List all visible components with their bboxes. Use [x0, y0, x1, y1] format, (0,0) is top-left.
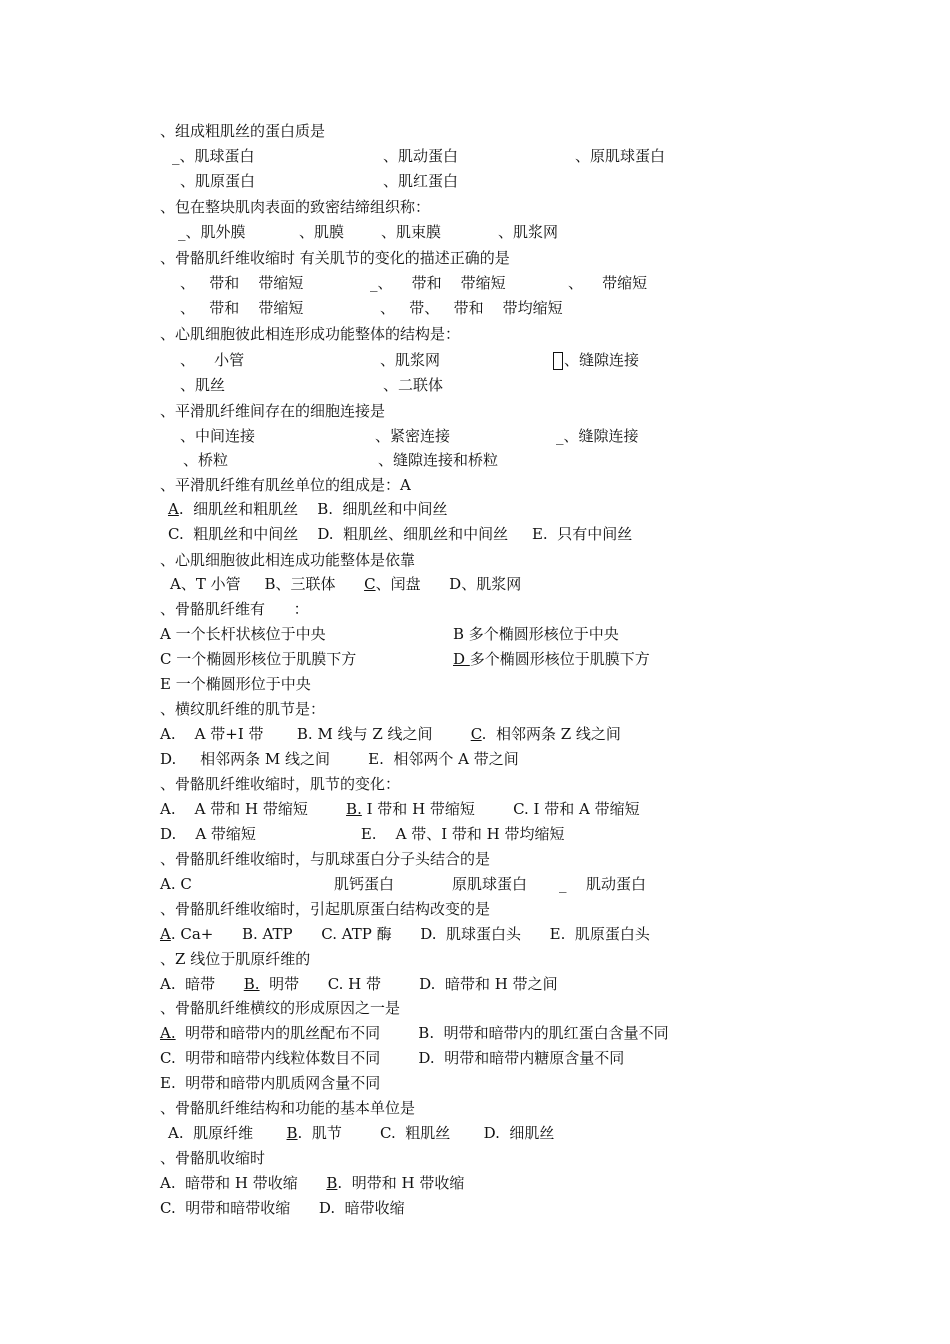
text-segment: A. A 带和 H 带缩短	[160, 800, 347, 818]
text-segment: 、肌浆网	[380, 351, 441, 369]
text-segment: _	[559, 875, 567, 893]
text-line	[381, 223, 441, 241]
text-line	[568, 274, 647, 292]
text-line	[380, 299, 563, 317]
text-segment: 、 带、 带和 带均缩短	[380, 299, 563, 317]
text-line	[556, 427, 639, 445]
text-segment: 、平滑肌纤维间存在的细胞连接是	[160, 402, 386, 420]
text-line	[383, 376, 443, 394]
answer-marker: C	[470, 725, 482, 743]
answer-box-mark	[553, 352, 563, 370]
text-segment: A、T 小管 B、三联体	[170, 575, 365, 593]
text-line	[160, 325, 460, 343]
text-line	[160, 1174, 464, 1192]
text-line	[160, 675, 311, 693]
text-line	[168, 1124, 554, 1142]
text-segment: 肌动蛋白	[586, 875, 647, 893]
text-line	[370, 274, 506, 292]
text-segment: 、原肌球蛋白	[575, 147, 666, 165]
text-segment: 、包在整块肌肉表面的致密结缔组织称：	[160, 198, 431, 216]
text-segment: B 多个椭圆形核位于中央	[453, 625, 619, 643]
text-segment: C. 明带和暗带内线粒体数目不同 D. 明带和暗带内糖原含量不同	[160, 1049, 625, 1067]
answer-marker: A	[168, 500, 179, 518]
text-segment: 、桥粒	[183, 451, 229, 469]
answer-marker: D	[453, 650, 470, 668]
text-segment: 、肌动蛋白	[383, 147, 459, 165]
text-line	[160, 850, 490, 868]
text-line	[160, 775, 400, 793]
text-line	[334, 875, 394, 893]
text-line	[160, 750, 519, 768]
text-segment: . 相邻两条 Z 线之间	[481, 725, 621, 743]
text-segment: 、中间连接	[180, 427, 256, 445]
text-line	[160, 625, 326, 643]
text-line	[160, 1199, 405, 1217]
text-line	[383, 172, 458, 190]
text-segment: A. 肌原纤维	[168, 1124, 287, 1142]
text-segment: 、肌束膜	[381, 223, 442, 241]
text-segment: 、 带缩短	[568, 274, 648, 292]
answer-marker: C	[364, 575, 376, 593]
text-segment: 、肌球蛋白	[179, 147, 255, 165]
text-line	[575, 147, 665, 165]
text-segment: A. 暗带和 H 带收缩	[160, 1174, 327, 1192]
text-segment: A. 暗带	[160, 975, 244, 993]
text-segment: _	[370, 274, 378, 292]
text-line	[160, 700, 325, 718]
text-segment: A. A 带+I 带 B. M 线与 Z 线之间	[160, 725, 471, 743]
text-segment: E 一个椭圆形位于中央	[160, 675, 311, 693]
text-segment: . 细肌丝和粗肌丝 B. 细肌丝和中间丝	[178, 500, 448, 518]
text-segment: 多个椭圆形核位于肌膜下方	[469, 650, 650, 668]
text-line	[170, 575, 521, 593]
text-line	[180, 427, 255, 445]
text-line	[452, 875, 527, 893]
text-segment: 、骨骼肌纤维有 ：	[160, 600, 309, 618]
text-segment: 、Z 线位于肌原纤维的	[160, 950, 311, 968]
text-segment: 、肌膜	[299, 223, 345, 241]
text-line	[160, 249, 510, 267]
answer-marker: B	[326, 1174, 338, 1192]
text-segment: 、骨骼肌纤维收缩时，引起肌原蛋白结构改变的是	[160, 900, 491, 918]
answer-marker: A.	[160, 1024, 176, 1042]
text-line	[172, 147, 255, 165]
text-segment: 、骨骼肌纤维收缩时，肌节的变化：	[160, 775, 401, 793]
text-segment: 、横纹肌纤维的肌节是：	[160, 700, 326, 718]
text-segment: C. 粗肌丝和中间丝 D. 粗肌丝、细肌丝和中间丝 E. 只有中间丝	[168, 525, 633, 543]
text-line	[160, 950, 310, 968]
answer-marker: B.	[346, 800, 362, 818]
text-segment: _	[172, 147, 180, 165]
text-segment: 、肌外膜	[185, 223, 246, 241]
text-segment: 、 小管	[180, 351, 245, 369]
text-segment: 、肌原蛋白	[180, 172, 256, 190]
text-segment: A 一个长杆状核位于中央	[160, 625, 326, 643]
text-segment: 、 带和 带缩短	[377, 274, 506, 292]
text-segment: E. 明带和暗带内肌质网含量不同	[160, 1074, 381, 1092]
text-segment: 、肌丝	[180, 376, 226, 394]
text-segment: 、二联体	[383, 376, 444, 394]
answer-marker: B	[286, 1124, 298, 1142]
text-line	[178, 223, 246, 241]
text-segment: 、骨骼肌纤维横纹的形成原因之一是	[160, 999, 401, 1017]
text-line	[453, 650, 650, 668]
text-segment: 、肌红蛋白	[383, 172, 459, 190]
text-segment: 、闰盘 D、肌浆网	[375, 575, 522, 593]
text-segment: D. 相邻两条 M 线之间 E. 相邻两个 A 带之间	[160, 750, 519, 768]
text-line	[160, 650, 356, 668]
text-segment: 明带和暗带内的肌丝配布不同 B. 明带和暗带内的肌红蛋白含量不同	[175, 1024, 669, 1042]
text-segment: I 带和 H 带缩短 C. I 带和 A 带缩短	[361, 800, 640, 818]
text-line	[160, 198, 430, 216]
text-segment: C 一个椭圆形核位于肌膜下方	[160, 650, 357, 668]
text-segment: 、 带和 带缩短	[180, 299, 304, 317]
text-segment: 、缝隙连接和桥粒	[378, 451, 499, 469]
text-line	[160, 402, 385, 420]
text-line	[160, 999, 400, 1017]
text-segment: A. C	[160, 875, 192, 893]
text-segment: 、紧密连接	[375, 427, 451, 445]
text-line	[160, 476, 411, 494]
text-line	[168, 500, 448, 518]
text-segment: _	[178, 223, 186, 241]
text-line	[160, 122, 325, 140]
text-line	[378, 451, 498, 469]
text-line	[160, 875, 192, 893]
answer-marker: A	[160, 925, 171, 943]
text-segment: . 明带和 H 带收缩	[337, 1174, 465, 1192]
text-segment: 、心肌细胞彼此相连成功能整体是依靠	[160, 551, 416, 569]
text-line	[160, 551, 415, 569]
text-segment: 、组成粗肌丝的蛋白质是	[160, 122, 326, 140]
text-segment: _	[556, 427, 564, 445]
text-segment: D. A 带缩短 E. A 带、I 带和 H 带均缩短	[160, 825, 565, 843]
text-segment: 、骨骼肌收缩时	[160, 1149, 266, 1167]
text-segment: 原肌球蛋白	[452, 875, 528, 893]
text-line	[180, 299, 303, 317]
text-segment: 肌钙蛋白	[334, 875, 395, 893]
text-segment: 、骨骼肌纤维收缩时，与肌球蛋白分子头结合的是	[160, 850, 491, 868]
text-line	[160, 1049, 624, 1067]
text-segment: 、 带和 带缩短	[180, 274, 304, 292]
text-line	[180, 351, 244, 369]
text-line	[553, 351, 639, 370]
text-line	[160, 1074, 380, 1092]
text-line	[586, 875, 646, 893]
text-line	[453, 625, 619, 643]
answer-marker: B.	[243, 975, 260, 993]
text-segment: 、平滑肌纤维有肌丝单位的组成是：A	[160, 476, 411, 494]
text-line	[383, 147, 458, 165]
text-line	[380, 351, 440, 369]
text-segment: 、肌浆网	[498, 223, 559, 241]
text-line	[160, 900, 490, 918]
text-line	[168, 525, 632, 543]
text-line	[160, 825, 565, 843]
text-line	[180, 172, 255, 190]
text-line	[299, 223, 344, 241]
text-line	[160, 800, 640, 818]
text-segment: 明带 C. H 带 D. 暗带和 H 带之间	[259, 975, 558, 993]
text-segment: 、骨骼肌纤维结构和功能的基本单位是	[160, 1099, 416, 1117]
text-segment: . 肌节 C. 粗肌丝 D. 细肌丝	[297, 1124, 555, 1142]
text-line	[160, 1099, 415, 1117]
text-line	[375, 427, 450, 445]
text-segment: C. 明带和暗带收缩 D. 暗带收缩	[160, 1199, 405, 1217]
text-line	[180, 274, 303, 292]
text-line	[180, 376, 225, 394]
text-line	[160, 1024, 669, 1042]
text-segment: 、缝隙连接	[563, 427, 639, 445]
text-segment: 、心肌细胞彼此相连形成功能整体的结构是：	[160, 325, 461, 343]
text-segment: 、骨骼肌纤维收缩时 有关肌节的变化的描述正确的是	[160, 249, 510, 267]
text-line	[160, 925, 650, 943]
text-line	[559, 875, 567, 893]
text-line	[498, 223, 558, 241]
text-line	[183, 451, 228, 469]
text-line	[160, 975, 558, 993]
text-segment: . Ca+ B. ATP C. ATP 酶 D. 肌球蛋白头 E. 肌原蛋白头	[170, 925, 650, 943]
text-line	[160, 725, 621, 743]
text-line	[160, 600, 309, 618]
text-line	[160, 1149, 265, 1167]
text-segment: 、缝隙连接	[564, 351, 640, 369]
